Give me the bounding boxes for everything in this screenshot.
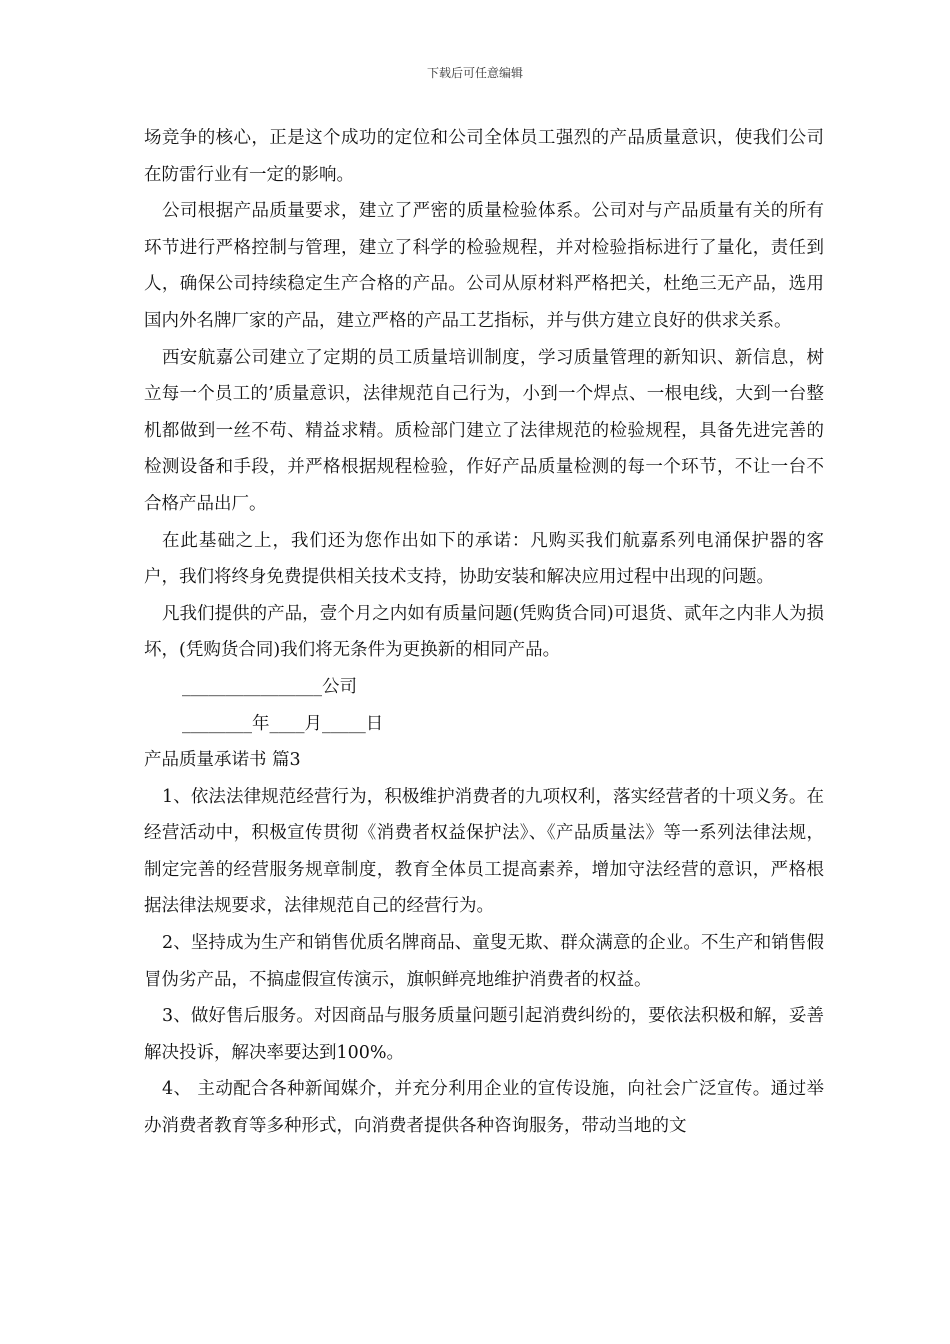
page-header: 下载后可任意编辑 bbox=[426, 66, 523, 80]
list-item-2: 2、坚持成为生产和销售优质名牌商品、童叟无欺、群众满意的企业。不生产和销售假冒伪劣产品，不搞虚假宣传演示，旗帜鲜亮地维护消费者的权益。 bbox=[144, 933, 824, 990]
paragraph-3: 西安航嘉公司建立了定期的员工质量培训制度，学习质量管理的新知识、新信息，树立每一个员工的’质量意识，法律规范自己行为，小到一个焊点、一根电线，大到一台整机都做到一丝不苟、精益求精。质检部门建立了法律规范的检验规程，具备先进完善的检测设备和手段，并严格根据规程检验，作好产品质量检测的每一个环节，不让一台不合格产品出厂。 bbox=[144, 347, 824, 514]
paragraph-1: 场竞争的核心，正是这个成功的定位和公司全体员工强烈的产品质量意识，使我们公司在防雷行业有一定的影响。 bbox=[144, 128, 824, 185]
paragraph-2: 公司根据产品质量要求，建立了严密的质量检验体系。公司对与产品质量有关的所有环节进行严格控制与管理，建立了科学的检验规程，并对检验指标进行了量化，责任到人，确保公司持续稳定生产合格的产品。公司从原材料严格把关，杜绝三无产品，选用国内外名牌厂家的产品，建立严格的产品工艺指标，并与供方建立良好的供求关系。 bbox=[144, 201, 824, 331]
paragraph-5: 凡我们提供的产品，壹个月之内如有质量问题(凭购货合同)可退货、贰年之内非人为损坏，(凭购货合同)我们将无条件为更换新的相同产品。 bbox=[144, 603, 824, 661]
list-item-4: 4、 主动配合各种新闻媒介，并充分利用企业的宣传设施，向社会广泛宣传。通过举办消费者教育等多种形式，向消费者提供各种咨询服务，带动当地的文 bbox=[144, 1079, 824, 1137]
list-item-3: 3、做好售后服务。对因商品与服务质量问题引起消费纠纷的，要依法积极和解，妥善解决投诉，解决率要达到100%。 bbox=[144, 1006, 824, 1063]
signature-date-line: ________年____月_____日 bbox=[182, 713, 384, 734]
signature-company-line: ________________公司 bbox=[182, 676, 357, 697]
document-body bbox=[144, 120, 824, 1145]
list-item-1: 1、依法法律规范经营行为，积极维护消费者的九项权利，落实经营者的十项义务。在经营活动中，积极宣传贯彻《消费者权益保护法》、《产品质量法》等一系列法律法规，制定完善的经营服务规章制度，教育全体员工提高素养，增加守法经营的意识，严格根据法律法规要求，法律规范自己的经营行为。 bbox=[144, 786, 824, 917]
paragraph-4: 在此基础之上，我们还为您作出如下的承诺：凡购买我们航嘉系列电涌保护器的客户，我们将终身免费提供相关技术支持，协助安装和解决应用过程中出现的问题。 bbox=[144, 530, 824, 588]
section-title: 产品质量承诺书 篇3 bbox=[144, 750, 301, 771]
